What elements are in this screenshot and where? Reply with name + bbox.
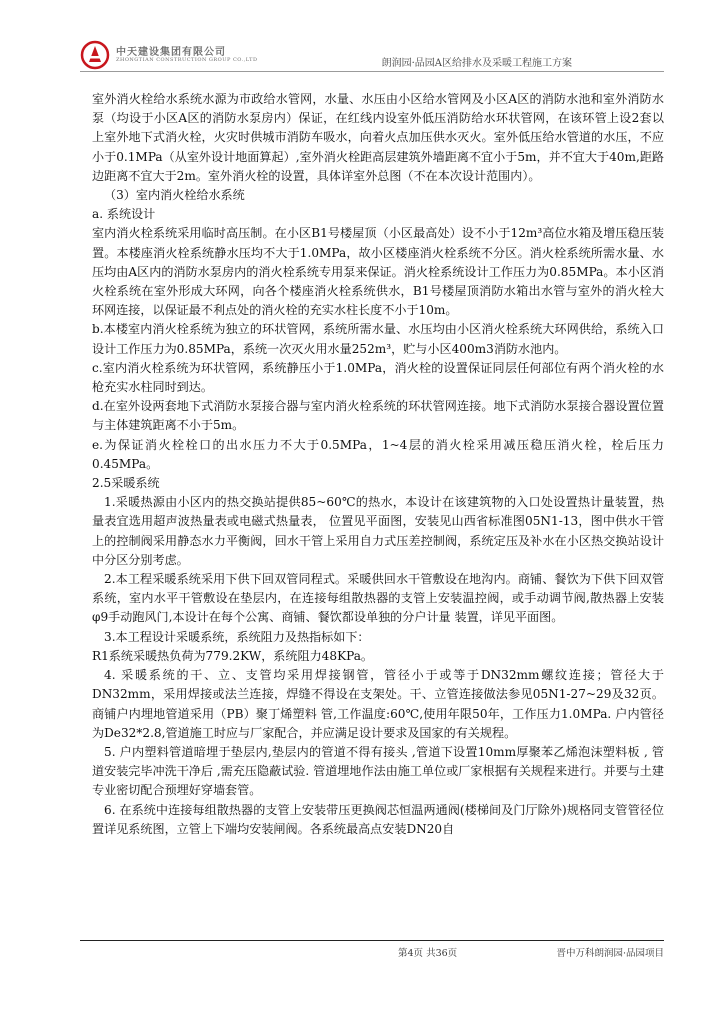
company-name-en: ZHONGTIAN CONSTRUCTION GROUP CO.,LTD bbox=[116, 57, 258, 63]
paragraph: 2.本工程采暖系统采用下供下回双管同程式。采暖供回水干管敷设在地沟内。商铺、餐饮为下供下回双管系统，室内水平干管敷设在垫层内，在连接每组散热器的支管上安装温控阀，或手动调节阀,散热器上安装φ9手动跑风门,本设计在每个公寓、商铺、餐饮都设单独的分户计量 装置，详见平面图。 bbox=[92, 572, 664, 625]
paragraph: 室外消火栓给水系统水源为市政给水管网，水量、水压由小区给水管网及小区A区的消防水池和室外消防水泵（均设于小区A区的消防水泵房内）保证，在红线内设室外低压消防给水环状管网，在该环管上设2套以上室外地下式消火栓，火灾时供城市消防车吸水，向着火点加压供水灭火。室外低压给水管道的水压，不应小于0.1MPa（从室外设计地面算起）,室外消火栓距高层建筑外墙距离不宜小于5m，并不宜大于40m,距路边距离不宜大于2m。室外消火栓的设置，具体详室外总图（不在本次设计范围内）。 bbox=[92, 92, 664, 183]
page-header bbox=[80, 40, 664, 74]
footer-divider bbox=[80, 940, 664, 941]
paragraph: c.室内消火栓系统为环状管网，系统静压小于1.0MPa，消火栓的设置保证同层任何部位有两个消火栓的水枪充实水柱同时到达。 bbox=[92, 360, 664, 395]
company-logo-icon bbox=[80, 40, 110, 70]
paragraph: d.在室外设两套地下式消防水泵接合器与室内消火栓系统的环状管网连接。地下式消防水泵接合器设置位置与主体建筑距离不小于5m。 bbox=[92, 399, 664, 433]
paragraph: b.本楼室内消火栓系统为独立的环状管网，系统所需水量、水压均由小区消火栓系统大环网供给，系统入口设计工作压力为0.85MPa，系统一次灭火用水量252m³，贮与小区400m3消防水池内。 bbox=[92, 322, 664, 356]
company-name-cn: 中天建设集团有限公司 bbox=[116, 47, 226, 58]
paragraph: 4. 采暖系统的干、立、支管均采用焊接钢管，管径小于或等于DN32mm螺纹连接；管径大于DN32mm，采用焊接或法兰连接，焊缝不得设在支架处。干、立管连接做法参见05N1-27~29及32页。商铺户内埋地管道采用（PB）聚丁烯塑料 管,工作温度:60℃,使用年限50年，工作压力1.0MPa. 户内管径为De32*2.8,管道施工时应与厂家配合，并应满足设计要求及国家的有关规程。 bbox=[92, 668, 664, 740]
paragraph: 1.采暖热源由小区内的热交换站提供85~60℃的热水，本设计在该建筑物的入口处设置热计量装置，热量表宜选用超声波热量表或电磁式热量表， 位置见平面图，安装见山西省标准图05N1-13，图中供水干管上的控制阀采用静态水力平衡阀，回水干管上采用自力式压差控制阀，系统定压及补水在小区热交换站设计中分区分别考虑。 bbox=[92, 495, 664, 567]
document-title: 朗润园·品园A区给排水及采暖工程施工方案 bbox=[381, 58, 572, 69]
paragraph: 3.本工程设计采暖系统，系统阻力及热指标如下： bbox=[104, 629, 370, 644]
paragraph: R1系统采暖热负荷为779.2KW，系统阻力48KPa。 bbox=[92, 648, 373, 663]
page-footer bbox=[80, 940, 664, 960]
paragraph: 室内消火栓系统采用临时高压制。在小区B1号楼屋顶（小区最高处）设不小于12m³高位水箱及增压稳压装置。本楼座消火栓系统静水压均不大于1.0MPa，故小区楼座消火栓系统不分区。消火栓系统所需水量、水压均由A区内的消防水泵房内的消火栓系统专用泵来保证。消火栓系统设计工作压力为0.85MPa。本小区消火栓系统在室外形成大环网，向各个楼座消火栓系统供水，B1号楼屋顶消防水箱出水管与室外的消火栓大环网连接，以保证最不利点处的消火栓的充实水柱长度不小于10m。 bbox=[92, 226, 664, 318]
body-text bbox=[92, 90, 664, 839]
subheading: a. 系统设计 bbox=[92, 207, 156, 222]
header-divider bbox=[80, 71, 664, 72]
paragraph: 6. 在系统中连接每组散热器的支管上安装带压更换阀芯恒温两通阀(楼梯间及门厅除外)规格同支管管径位置详见系统图，立管上下端均安装闸阀。各系统最高点安装DN20自 bbox=[92, 802, 664, 836]
paragraph: 5. 户内塑料管道暗埋于垫层内,垫层内的管道不得有接头 ,管道下设置10mm厚聚苯乙烯泡沫塑料板 , 管道安装完毕冲洗干净后 ,需充压隐蔽试验. 管道埋地作法由施工单位或厂家根据有关规程来进行。并要与土建专业密切配合预埋好穿墙套管。 bbox=[92, 744, 664, 798]
section-heading: 2.5采暖系统 bbox=[92, 476, 160, 491]
page-number: 第4页 共36页 bbox=[398, 948, 458, 959]
section-heading: （3）室内消火栓给水系统 bbox=[104, 188, 245, 203]
project-name: 晋中万科朗润园·品园项目 bbox=[556, 948, 664, 959]
paragraph: e.为保证消火栓栓口的出水压力不大于0.5MPa，1~4层的消火栓采用减压稳压消火栓，栓后压力0.45MPa。 bbox=[92, 437, 664, 471]
